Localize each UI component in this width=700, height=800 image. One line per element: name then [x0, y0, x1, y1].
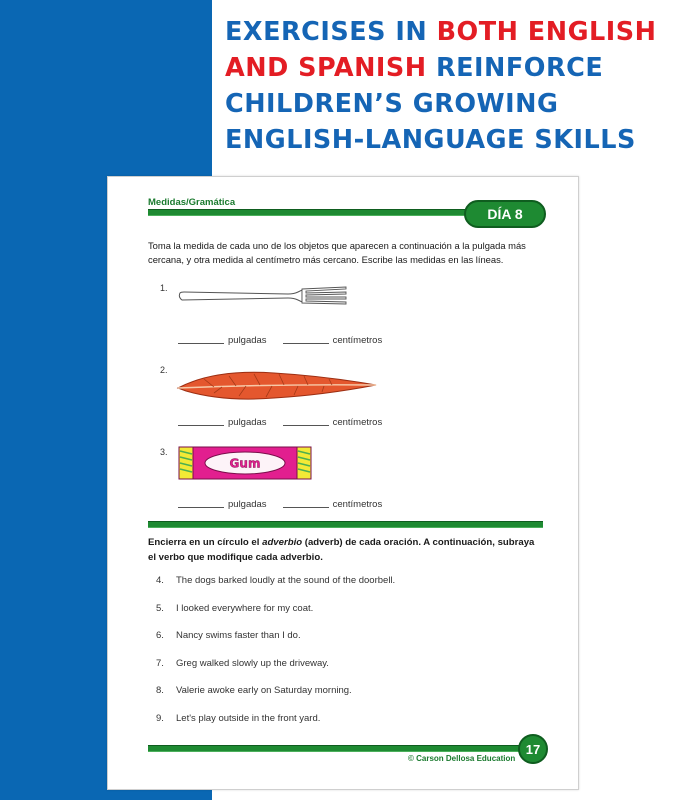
- headline-line4: ENGLISH-LANGUAGE SKILLS: [225, 125, 636, 155]
- sentence-item: 6. Nancy swims faster than I do.: [156, 630, 301, 641]
- gum-illustration: [178, 445, 312, 481]
- measure-line-2: pulgadas centímetros: [178, 417, 382, 428]
- headline-line2-a: AND SPANISH: [225, 53, 427, 83]
- measurement-instructions: Toma la medida de cada uno de los objetos que aparecen a continuación a la pulgada más cercana, y otra medida al centímetro más cercano. Escribe las medidas en las líneas.: [148, 240, 526, 265]
- middle-rule: [148, 521, 543, 528]
- headline-line3: CHILDREN’S GROWING: [225, 89, 559, 119]
- fork-illustration: [176, 281, 351, 311]
- gum-label: Gum: [229, 456, 261, 471]
- copyright-text: © Carson Dellosa Education: [408, 754, 516, 763]
- bottom-rule: [148, 745, 520, 752]
- sentence-item: 7. Greg walked slowly up the driveway.: [156, 658, 329, 669]
- worksheet-page: [107, 176, 579, 790]
- section-label: Medidas/Gramática: [148, 197, 236, 208]
- measure-line-3: pulgadas centímetros: [178, 499, 382, 510]
- day-badge: DÍA 8: [464, 200, 546, 228]
- item-number: 3.: [160, 447, 168, 457]
- top-rule: [148, 209, 478, 216]
- page-number-badge: 17: [518, 734, 548, 764]
- headline-line1-a: EXERCISES IN: [225, 17, 437, 47]
- adverb-instructions: Encierra en un círculo el adverbio (adverb) de cada oración. A continuación, subraya el verbo que modifique cada adverbio.: [148, 537, 535, 563]
- item-number: 2.: [160, 365, 168, 375]
- sentence-item: 8. Valerie awoke early on Saturday morning.: [156, 685, 352, 696]
- measure-line-1: pulgadas centímetros: [178, 335, 382, 346]
- headline-line1-b: BOTH ENGLISH: [436, 17, 657, 47]
- sentence-item: 5. I looked everywhere for my coat.: [156, 603, 314, 614]
- feather-illustration: [174, 365, 379, 405]
- sentence-item: 9. Let's play outside in the front yard.: [156, 713, 321, 724]
- headline: [225, 14, 695, 158]
- sentence-item: 4. The dogs barked loudly at the sound of the doorbell.: [156, 575, 396, 586]
- headline-line2-b: REINFORCE: [426, 53, 604, 83]
- item-number: 1.: [160, 283, 168, 293]
